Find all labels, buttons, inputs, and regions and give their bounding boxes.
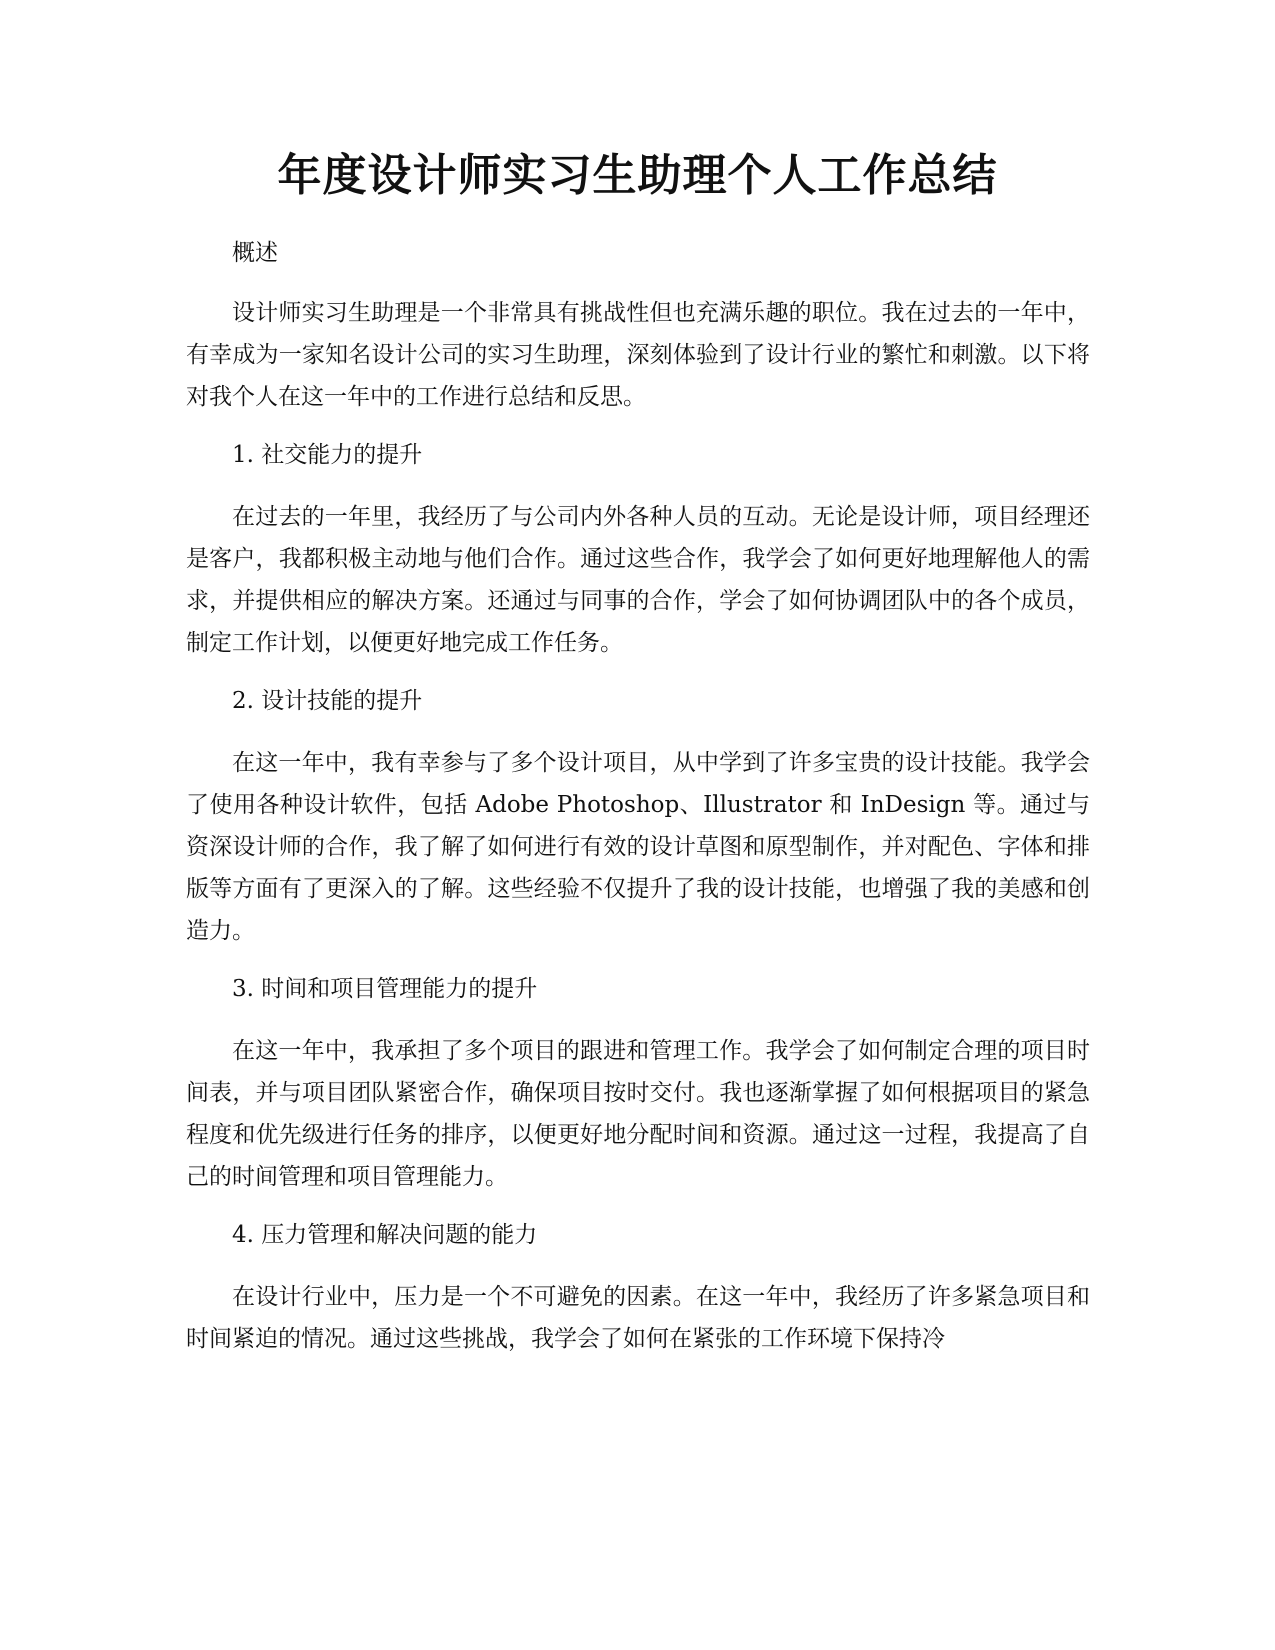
section-3-paragraph: 在这一年中，我承担了多个项目的跟进和管理工作。我学会了如何制定合理的项目时间表，并与项目团队紧密合作，确保项目按时交付。我也逐渐掌握了如何根据项目的紧急程度和优先级进行任务的排序，以便更好地分配时间和资源。通过这一过程，我提高了自己的时间管理和项目管理能力。 [186,1038,1090,1190]
document-title: 年度设计师实习生助理个人工作总结 [277,150,998,201]
section-4-heading: 4. 压力管理和解决问题的能力 [232,1222,538,1248]
section-3-heading: 3. 时间和项目管理能力的提升 [232,976,538,1002]
intro-paragraph: 设计师实习生助理是一个非常具有挑战性但也充满乐趣的职位。我在过去的一年中，有幸成为一家知名设计公司的实习生助理，深刻体验到了设计行业的繁忙和刺激。以下将对我个人在这一年中的工作进行总结和反思。 [186,300,1090,410]
section-1-heading: 1. 社交能力的提升 [232,442,423,468]
overview-label: 概述 [232,240,278,266]
section-1-paragraph: 在过去的一年里，我经历了与公司内外各种人员的互动。无论是设计师，项目经理还是客户，我都积极主动地与他们合作。通过这些合作，我学会了如何更好地理解他人的需求，并提供相应的解决方案。还通过与同事的合作，学会了如何协调团队中的各个成员，制定工作计划，以便更好地完成工作任务。 [186,504,1090,656]
section-2-paragraph: 在这一年中，我有幸参与了多个设计项目，从中学到了许多宝贵的设计技能。我学会了使用各种设计软件，包括 Adobe Photoshop、Illustrator 和 InDesign 等。通过与资深设计师的合作，我了解了如何进行有效的设计草图和原型制作，并对配色、字体和排版等方面有了更深入的了解。这些经验不仅提升了我的设计技能，也增强了我的美感和创造力。 [186,750,1090,944]
section-4-paragraph: 在设计行业中，压力是一个不可避免的因素。在这一年中，我经历了许多紧急项目和时间紧迫的情况。通过这些挑战，我学会了如何在紧张的工作环境下保持冷 [186,1284,1090,1352]
section-2-heading: 2. 设计技能的提升 [232,688,423,714]
